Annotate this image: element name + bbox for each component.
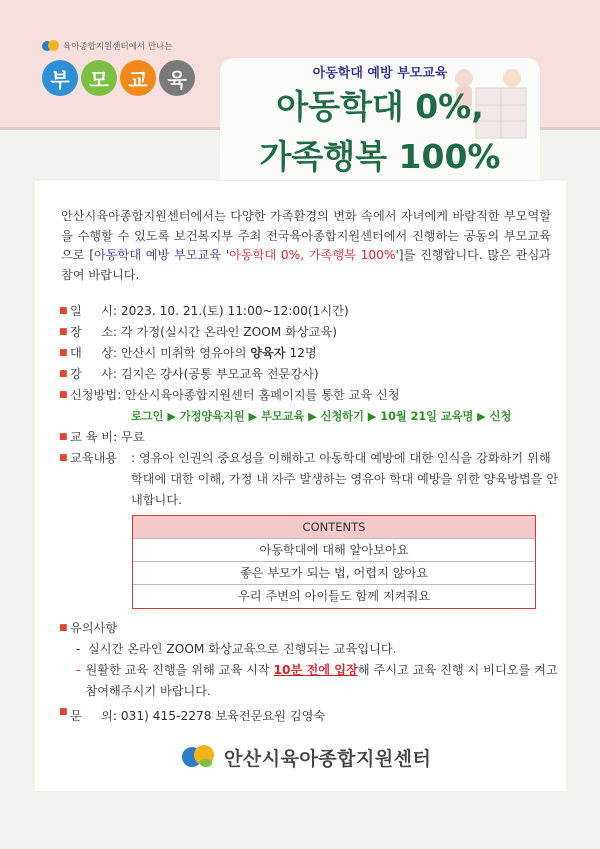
dash-marker: -	[76, 642, 81, 656]
badge-bu: 부	[42, 60, 78, 96]
intro-highlight-red: 아동학대 0%, 가족행복 100%	[229, 248, 396, 262]
notes-title-row	[59, 618, 559, 639]
intro-highlight-end: '	[395, 248, 399, 262]
target-value-post: 12명	[285, 346, 317, 360]
badge-gyo: 교	[120, 60, 156, 96]
target-value-pre: : 안산시 미취학 영유아의	[112, 346, 251, 360]
place-label: 장 소	[70, 325, 113, 339]
headline-title-line1: 아동학대 0%,	[276, 87, 484, 126]
bullet-icon: ■	[59, 453, 68, 463]
fee-value: : 무료	[113, 430, 145, 444]
bullet-icon: ■	[59, 707, 68, 717]
bullet-icon: ■	[59, 306, 68, 316]
date-value: : 2023. 10. 21.(토) 11:00~12:00(1시간)	[112, 304, 349, 318]
note-highlight: 10분 전에 입장	[273, 663, 358, 677]
bullet-icon: ■	[59, 327, 68, 337]
intro-text-after: ]를 진행합니다. 많은 관심과 참여 바랍니다.	[61, 248, 551, 282]
date-label: 일 시	[70, 304, 113, 318]
apply-value: : 안산시육아종합지원센터 홈페이지를 통한 교육 신청	[117, 388, 400, 402]
dash-marker: -	[76, 663, 81, 677]
footer-org-name: 안산시육아종합지원센터	[224, 747, 432, 770]
contact-row	[59, 707, 325, 724]
bullet-icon: ■	[59, 432, 68, 442]
contact-label: 문 의	[70, 709, 113, 723]
note-item-1: 실시간 온라인 ZOOM 화상교육으로 진행되는 교육입니다.	[88, 642, 397, 656]
brand-block	[42, 40, 212, 96]
intro-highlight-blue: 아동학대 예방 부모교육 '	[94, 248, 230, 262]
bullet-icon: ■	[59, 623, 68, 633]
lecturer-label: 강 사	[70, 367, 113, 381]
badge-yuk: 육	[159, 60, 195, 96]
info-row-apply	[59, 385, 559, 406]
headline-subtitle: 아동학대 예방 부모교육	[312, 66, 448, 81]
badge-mo: 모	[81, 60, 117, 96]
contents-item: 우리 주변의 아이들도 함께 지켜줘요	[237, 589, 431, 603]
apply-label: 신청방법	[70, 388, 118, 402]
contact-value: : 031) 415-2278 보육전문요원 김영숙	[112, 709, 326, 723]
note-item-2-post: 해 주시고 교육 진행 시 비디오를 켜고 참여해주시기 바랍니다.	[85, 663, 558, 698]
info-row-fee	[59, 427, 559, 448]
contents-item: 좋은 부모가 되는 법, 어렵지 않아요	[133, 562, 535, 585]
footer-logo	[180, 743, 431, 771]
notes-title: 유의사항	[70, 621, 118, 635]
center-logo-icon	[180, 743, 218, 771]
apply-path: 로그인 ▶ 가정양육지원 ▶ 부모교육 ▶ 신청하기 ▶ 10월 21일 교육명 ▶ 신청	[131, 410, 512, 423]
contents-box	[132, 515, 536, 609]
bullet-icon: ■	[59, 348, 68, 358]
tagline-text: 육아종합지원센터에서 만나는	[63, 42, 173, 52]
headline-title-line2: 가족행복 100%	[259, 136, 501, 176]
target-value	[113, 343, 559, 364]
parent-education-badges	[42, 60, 212, 96]
note-item-2	[85, 660, 559, 702]
note-item	[76, 660, 559, 702]
contents-item: 아동학대에 대해 알아보아요	[133, 539, 535, 562]
content-label: 교육내용	[70, 451, 118, 465]
intro-text-before: 안산시육아종합지원센터에서는 다양한 가족환경의 변화 속에서 자녀에게 바람직한 부모역할을 수행할 수 있도록 보건복지부 주최 전국육아종합지원센터에서 진행하는 공동의 부모교육으로 [	[61, 209, 551, 262]
info-row-date	[59, 301, 559, 322]
headline-panel	[220, 58, 540, 180]
brand-tagline	[42, 40, 212, 52]
target-label: 대 상	[70, 346, 113, 360]
center-logo-icon	[42, 40, 60, 52]
note-item-2-pre: 원활한 교육 진행을 위해 교육 시작	[85, 663, 274, 677]
info-list	[59, 301, 559, 511]
bullet-icon: ■	[59, 390, 68, 400]
intro-paragraph	[61, 207, 551, 285]
notes-section	[59, 618, 559, 702]
headline-title	[220, 82, 540, 181]
note-item	[76, 639, 559, 660]
content-card	[35, 181, 566, 791]
content-value: : 영유아 인권의 중요성을 이해하고 아동학대 예방에 대한 인식을 강화하기 위해 학대에 대한 이해, 가정 내 자주 발생하는 영유아 학대 예방을 위한 양육방법을 안내합니다.	[131, 451, 559, 507]
fee-label: 교 육 비	[70, 430, 114, 444]
lecturer-value: : 김지은 강사(공통 부모교육 전문강사)	[112, 367, 319, 381]
contents-header: CONTENTS	[133, 516, 535, 539]
target-value-bold: 양육자	[250, 346, 286, 360]
place-value: : 각 가정(실시간 온라인 ZOOM 화상교육)	[112, 325, 338, 339]
info-row-lecturer	[59, 364, 559, 385]
info-row-target	[59, 343, 559, 364]
info-row-place	[59, 322, 559, 343]
bullet-icon: ■	[59, 369, 68, 379]
